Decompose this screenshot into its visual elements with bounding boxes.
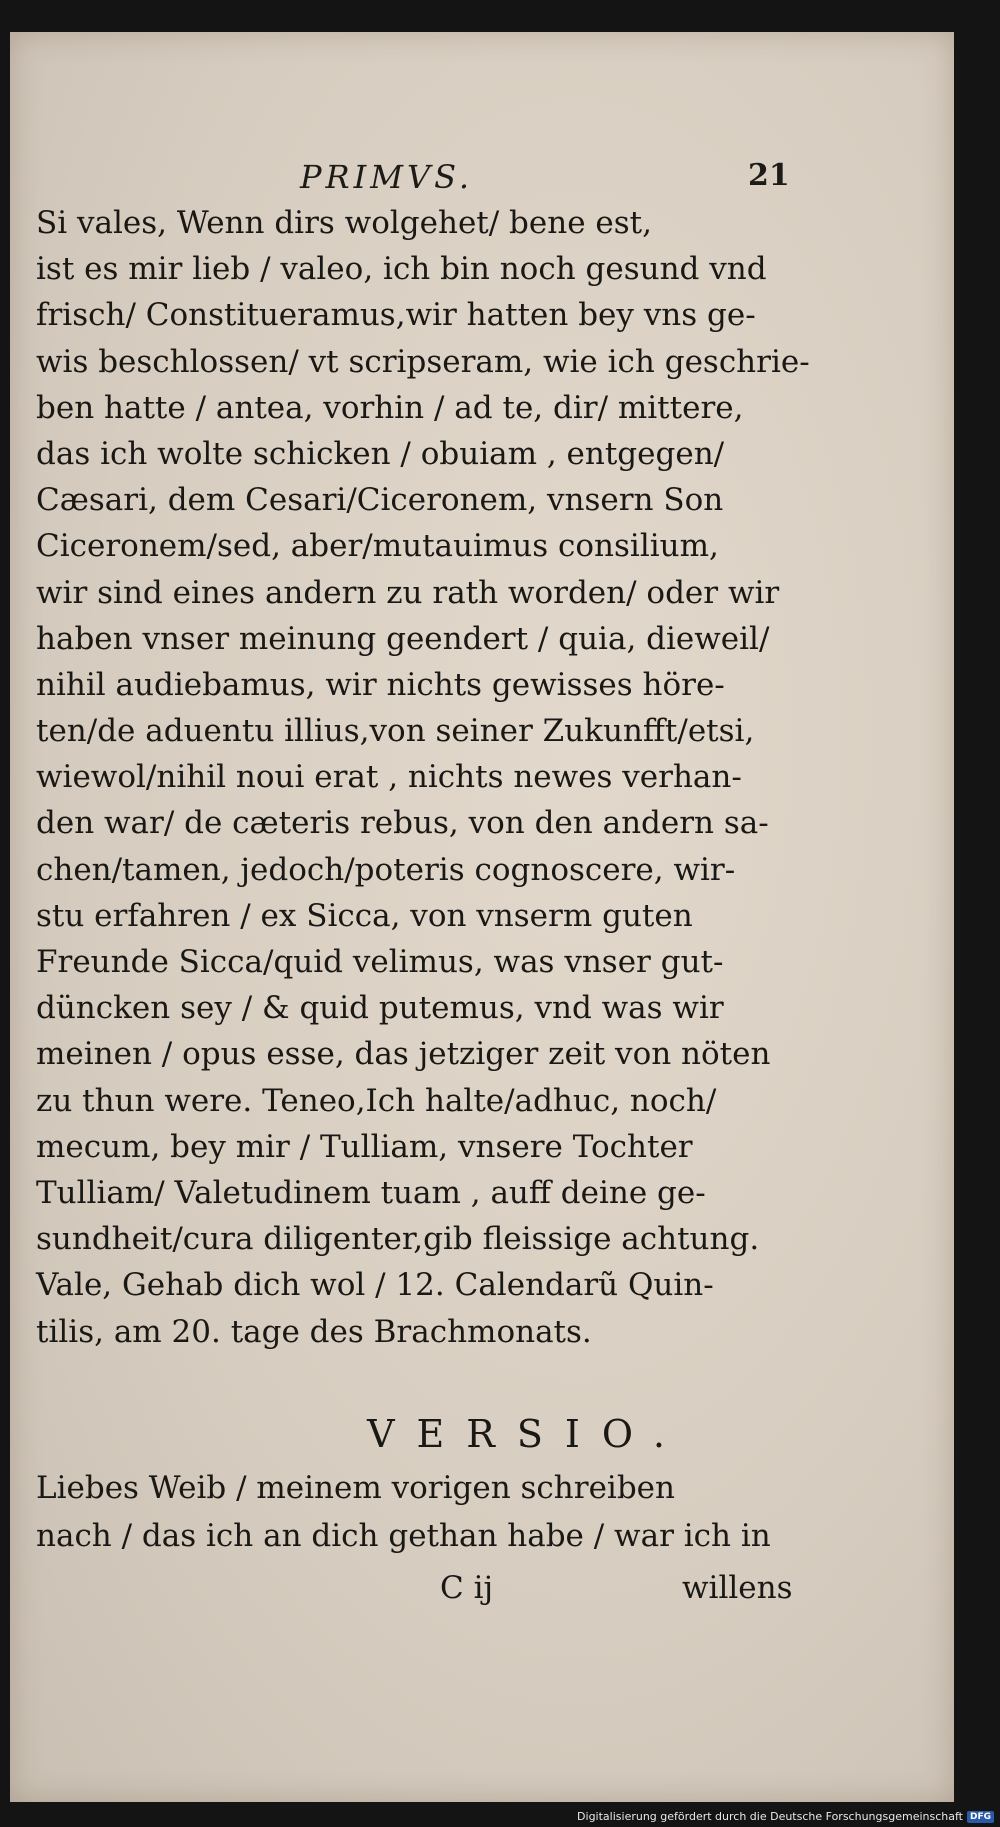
text-line: meinen / opus esse, das jetziger zeit von nöten bbox=[36, 1036, 771, 1073]
text-line: Tulliam/ Valetudinem tuam , auff deine ge- bbox=[36, 1174, 706, 1211]
text-line: Vale, Gehab dich wol / 12. Calendarũ Quin- bbox=[36, 1267, 714, 1304]
text-line: Cæsari, dem Cesari/Ciceronem, vnsern Son bbox=[36, 482, 724, 519]
text-line: Liebes Weib / meinem vorigen schreiben bbox=[36, 1470, 675, 1506]
text-line: wis beschlossen/ vt scripseram, wie ich geschrie- bbox=[36, 343, 810, 380]
page-number: 21 bbox=[748, 158, 790, 193]
text-line: wir sind eines andern zu rath worden/ oder wir bbox=[36, 574, 780, 611]
text-line: stu erfahren / ex Sicca, von vnserm guten bbox=[36, 897, 693, 934]
running-head: PRIMVS. bbox=[300, 158, 474, 196]
version-text bbox=[36, 1464, 836, 1560]
text-line: ist es mir lieb / valeo, ich bin noch gesund vnd bbox=[36, 251, 767, 288]
text-line: das ich wolte schicken / obuiam , entgegen/ bbox=[36, 435, 725, 472]
text-line: tilis, am 20. tage des Brachmonats. bbox=[36, 1313, 592, 1350]
text-line: düncken sey / & quid putemus, vnd was wir bbox=[36, 990, 724, 1027]
text-line: ten/de aduentu illius,von seiner Zukunfft/etsi, bbox=[36, 713, 755, 750]
text-line: haben vnser meinung geendert / quia, dieweil/ bbox=[36, 620, 770, 657]
text-line: nach / das ich an dich gethan habe / war ich in bbox=[36, 1518, 771, 1554]
text-line: Si vales, Wenn dirs wolgehet/ bene est, bbox=[36, 205, 652, 241]
credit-text: Digitalisierung gefördert durch die Deutsche Forschungsgemeinschaft bbox=[577, 1810, 963, 1823]
page-header bbox=[10, 132, 954, 196]
text-line: frisch/ Constitueramus,wir hatten bey vns ge- bbox=[36, 297, 756, 334]
text-line: wiewol/nihil noui erat , nichts newes verhan- bbox=[36, 759, 742, 796]
text-line: ben hatte / antea, vorhin / ad te, dir/ mittere, bbox=[36, 389, 744, 426]
dfg-logo: DFG bbox=[967, 1811, 994, 1823]
text-line: mecum, bey mir / Tulliam, vnsere Tochter bbox=[36, 1128, 693, 1165]
digitization-credit bbox=[577, 1810, 994, 1823]
text-line: Freunde Sicca/quid velimus, was vnser gut- bbox=[36, 944, 724, 980]
letter-text bbox=[36, 200, 836, 1355]
text-line: den war/ de cæteris rebus, von den andern sa- bbox=[36, 805, 769, 842]
text-line: chen/tamen, jedoch/poteris cognoscere, wir- bbox=[36, 851, 736, 888]
text-line: Ciceronem/sed, aber/mutauimus consilium, bbox=[36, 528, 719, 565]
catchword: willens bbox=[682, 1570, 793, 1606]
section-title: VERSIO. bbox=[367, 1412, 687, 1456]
text-line: zu thun were. Teneo,Ich halte/adhuc, noch/ bbox=[36, 1082, 717, 1119]
book-page bbox=[10, 32, 954, 1802]
signature-mark: C ij bbox=[440, 1570, 494, 1606]
text-line: sundheit/cura diligenter,gib fleissige achtung. bbox=[36, 1221, 760, 1258]
text-line: nihil audiebamus, wir nichts gewisses höre- bbox=[36, 666, 725, 703]
